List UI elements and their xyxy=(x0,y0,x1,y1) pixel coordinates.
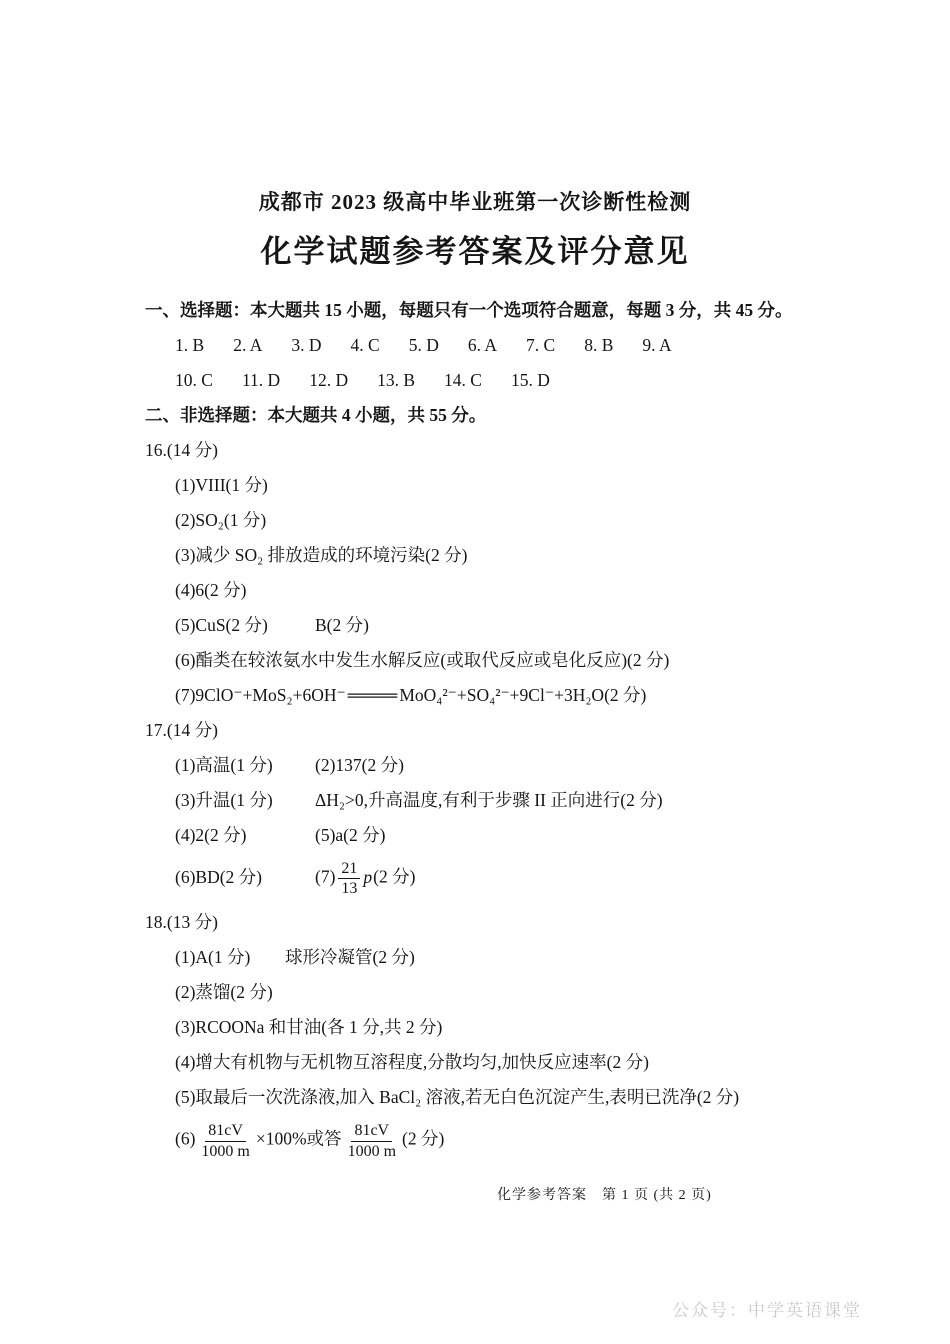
q16-title: 16.(14 分) xyxy=(145,440,218,460)
equation-left-side: (7)9ClO⁻+MoS₂+6OH⁻ xyxy=(175,685,346,705)
q16-answer-1: (1)VIII(1 分) xyxy=(175,475,268,495)
nonchoice-section-heading: 二、非选择题：本大题共 4 小题，共 55 分。 xyxy=(145,405,487,425)
choice-answer-10: 10. C xyxy=(175,370,213,390)
watermark-text: 公众号：中学英语课堂 xyxy=(672,1301,862,1320)
choice-answer-8: 8. B xyxy=(584,335,614,355)
q17-answer-row-1 xyxy=(145,754,830,776)
q17-answer-7-prefix: (7) xyxy=(315,866,336,887)
fraction-denominator: 1000 m xyxy=(201,1142,250,1160)
answer-content xyxy=(145,299,830,1161)
fraction-81cv-1000m-second xyxy=(345,1121,399,1160)
fraction-numerator: 81cV xyxy=(351,1121,392,1141)
fraction-denominator: 13 xyxy=(341,880,358,898)
fraction-81cv-1000m-first xyxy=(198,1121,252,1160)
q17-answer-1: (1)高温(1 分) xyxy=(175,755,273,775)
q18-answer-6-prefix: (6) xyxy=(175,1129,196,1150)
q18-answer-6 xyxy=(145,1121,830,1160)
q16-answer-6: (6)酯类在较浓氨水中发生水解反应(或取代反应或皂化反应)(2 分) xyxy=(175,650,670,670)
q17-answer-4: (4)2(2 分) xyxy=(175,825,247,845)
q18-answer-2: (2)蒸馏(2 分) xyxy=(175,982,273,1003)
choice-answers-row-1 xyxy=(145,334,830,356)
q18-answer-1-part-2: 球形冷凝管(2 分) xyxy=(285,947,415,968)
choice-answer-11: 11. D xyxy=(241,370,281,390)
q18-answer-6-score: (2 分) xyxy=(402,1129,445,1150)
choice-answer-12: 12. D xyxy=(309,370,349,390)
q18-answer-6-middle: ×100%或答 xyxy=(255,1129,342,1150)
q17-title: 17.(14 分) xyxy=(145,720,218,740)
q16-answer-3: (3)减少 SO₂ 排放造成的环境污染(2 分) xyxy=(175,545,468,565)
q17-answer-row-4 xyxy=(145,859,830,898)
choice-answer-9: 9. A xyxy=(642,335,672,355)
choice-answer-6: 6. A xyxy=(467,335,498,355)
choice-answer-15: 15. D xyxy=(510,370,550,390)
q16-answer-5 xyxy=(145,614,830,636)
equation-right-side: MoO₄²⁻+SO₄²⁻+9Cl⁻+3H₂O(2 分) xyxy=(399,685,647,705)
q17-answer-row-2 xyxy=(145,789,830,811)
q18-answer-1-part-1: (1)A(1 分) xyxy=(175,947,251,968)
fraction-21-13 xyxy=(338,859,360,898)
fraction-numerator: 81cV xyxy=(205,1121,246,1141)
q18-answer-4: (4)增大有机物与无机物互溶程度,分散均匀,加快反应速率(2 分) xyxy=(175,1052,649,1073)
q17-answer-row-3 xyxy=(145,824,830,846)
choice-answer-5: 5. D xyxy=(408,335,439,355)
choice-answer-7: 7. C xyxy=(526,335,556,355)
q18-answer-3: (3)RCOONa 和甘油(各 1 分,共 2 分) xyxy=(175,1017,443,1038)
choice-answer-3: 3. D xyxy=(291,335,322,355)
choice-answer-14: 14. C xyxy=(444,370,482,390)
q17-answer-6: (6)BD(2 分) xyxy=(175,866,262,887)
choice-answer-1: 1. B xyxy=(175,335,205,355)
doc-title: 成都市 2023 级高中毕业班第一次诊断性检测 xyxy=(258,190,692,214)
q16-answer-5-part-1: (5)CuS(2 分) xyxy=(175,615,268,635)
choice-answer-2: 2. A xyxy=(233,335,263,355)
page-footer: 化学参考答案 第 1 页 (共 2 页) xyxy=(497,1188,712,1203)
q18-answer-row-1 xyxy=(145,946,830,968)
q17-answer-7-score: (2 分) xyxy=(373,866,416,887)
doc-subtitle: 化学试题参考答案及评分意见 xyxy=(260,234,690,269)
q16-answer-2: (2)SO₂(1 分) xyxy=(175,510,267,530)
q17-answer-3-explanation: ΔH₂>0,升高温度,有利于步骤 II 正向进行(2 分) xyxy=(315,790,663,810)
choice-answer-4: 4. C xyxy=(350,335,380,355)
choice-answer-13: 13. B xyxy=(377,370,416,390)
q17-answer-5: (5)a(2 分) xyxy=(315,825,386,845)
choice-answers-row-2 xyxy=(145,369,830,391)
q16-answer-4: (4)6(2 分) xyxy=(175,580,247,600)
q18-answer-5: (5)取最后一次洗涤液,加入 BaCl₂ 溶液,若无白色沉淀产生,表明已洗净(2 分) xyxy=(175,1087,740,1108)
choice-section-heading: 一、选择题：本大题共 15 小题，每题只有一个选项符合题意，每题 3 分，共 45 分。 xyxy=(145,300,793,320)
equation-equals-sign: ════ xyxy=(347,685,398,705)
q17-answer-3: (3)升温(1 分) xyxy=(175,790,273,810)
pressure-variable: p xyxy=(363,866,373,887)
fraction-numerator: 21 xyxy=(338,859,360,879)
fraction-denominator: 1000 m xyxy=(347,1142,397,1160)
q18-title: 18.(13 分) xyxy=(145,912,218,933)
q17-answer-2: (2)137(2 分) xyxy=(315,755,404,775)
q16-answer-7-equation xyxy=(145,684,830,706)
q16-answer-5-part-2: B(2 分) xyxy=(315,615,369,635)
